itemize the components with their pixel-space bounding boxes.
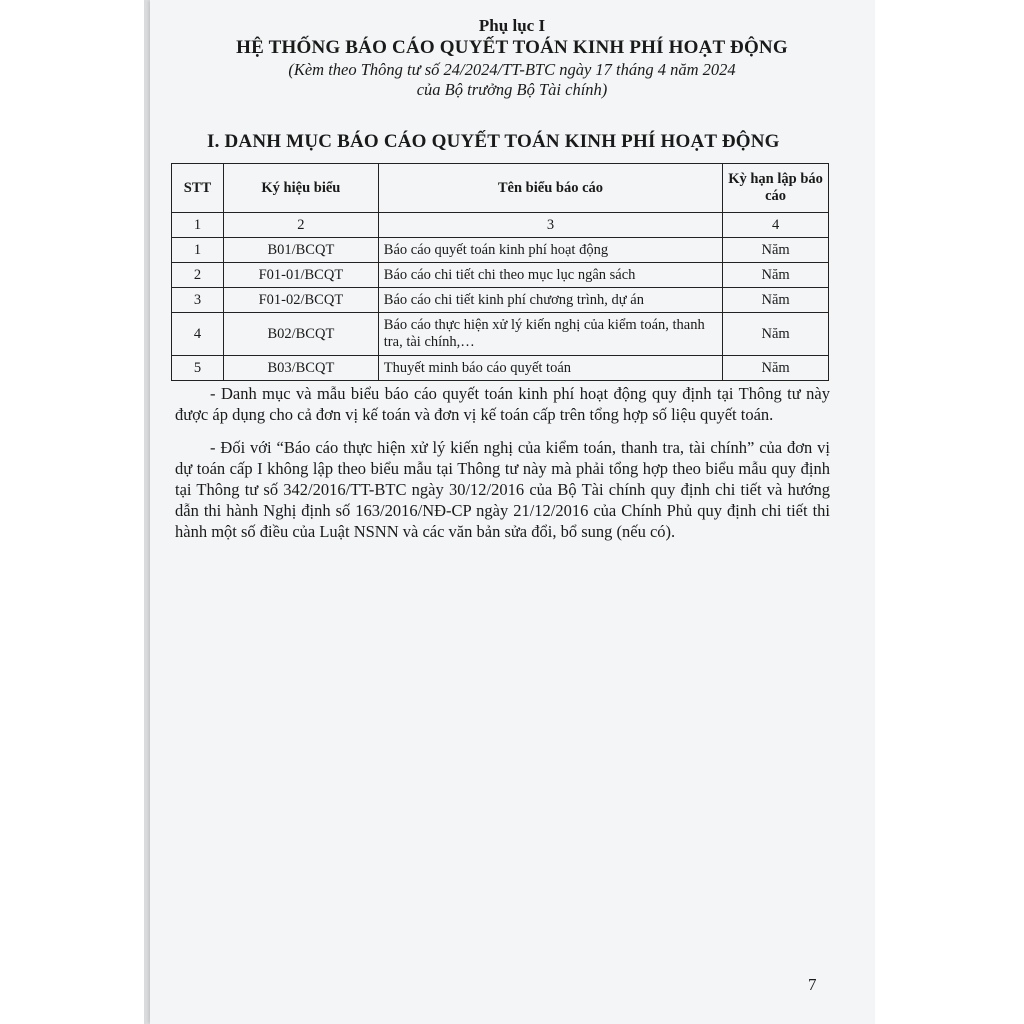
- column-header-name: Tên biểu báo cáo: [378, 164, 722, 213]
- name-cell: Báo cáo chi tiết chi theo mục lục ngân sách: [378, 263, 722, 288]
- code-cell: B01/BCQT: [223, 238, 378, 263]
- appendix-label: Phụ lục I: [478, 16, 546, 35]
- stt-cell: 5: [172, 356, 224, 381]
- index-cell: 3: [378, 213, 722, 238]
- period-cell: Năm: [723, 313, 829, 356]
- period-cell: Năm: [723, 263, 829, 288]
- table-row: [172, 288, 829, 313]
- index-cell: 4: [723, 213, 829, 238]
- report-list-table: [171, 163, 829, 381]
- table-row: [172, 263, 829, 288]
- column-header-stt: STT: [172, 164, 224, 213]
- name-cell: Báo cáo chi tiết kinh phí chương trình, dự án: [378, 288, 722, 313]
- stt-cell: 4: [172, 313, 224, 356]
- period-cell: Năm: [723, 356, 829, 381]
- period-cell: Năm: [723, 288, 829, 313]
- column-header-code: Ký hiệu biểu: [223, 164, 378, 213]
- paragraph-exception-note: - Đối với “Báo cáo thực hiện xử lý kiến nghị của kiểm toán, thanh tra, tài chính” của đơn vị dự toán cấp I không lập theo biểu mẫu tại Thông tư này mà phải tổng hợp theo biểu mẫu quy định tại Thông tư số 342/2016/TT-BTC ngày 30/12/2016 của Bộ Tài chính quy định chi tiết và hướng dẫn thi hành Nghị định số 163/2016/NĐ-CP ngày 21/12/2016 của Chính Phủ quy định chi tiết thi hành một số điều của Luật NSNN và các văn bản sửa đổi, bổ sung (nếu có).: [175, 438, 830, 541]
- name-cell: Báo cáo thực hiện xử lý kiến nghị của kiểm toán, thanh tra, tài chính,…: [378, 313, 722, 356]
- index-cell: 1: [172, 213, 224, 238]
- page-number: 7: [808, 975, 817, 994]
- column-index-row: [172, 213, 829, 238]
- paragraph-scope-note: - Danh mục và mẫu biểu báo cáo quyết toán kinh phí hoạt động quy định tại Thông tư này được áp dụng cho cả đơn vị kế toán và đơn vị kế toán cấp trên tổng hợp số liệu quyết toán.: [175, 384, 830, 424]
- name-cell: Báo cáo quyết toán kinh phí hoạt động: [378, 238, 722, 263]
- code-cell: F01-01/BCQT: [223, 263, 378, 288]
- period-cell: Năm: [723, 238, 829, 263]
- table-row: [172, 238, 829, 263]
- code-cell: B02/BCQT: [223, 313, 378, 356]
- stt-cell: 2: [172, 263, 224, 288]
- column-header-period: Kỳ hạn lập báo cáo: [723, 164, 829, 213]
- document-title: HỆ THỐNG BÁO CÁO QUYẾT TOÁN KINH PHÍ HOẠT ĐỘNG: [236, 37, 788, 58]
- name-cell: Thuyết minh báo cáo quyết toán: [378, 356, 722, 381]
- section-heading: I. DANH MỤC BÁO CÁO QUYẾT TOÁN KINH PHÍ HOẠT ĐỘNG: [207, 131, 780, 152]
- document-subtitle-line1: (Kèm theo Thông tư số 24/2024/TT-BTC ngày 17 tháng 4 năm 2024: [288, 60, 736, 79]
- index-cell: 2: [223, 213, 378, 238]
- stt-cell: 1: [172, 238, 224, 263]
- table-row: [172, 356, 829, 381]
- code-cell: B03/BCQT: [223, 356, 378, 381]
- table-row: [172, 313, 829, 356]
- document-subtitle-line2: của Bộ trưởng Bộ Tài chính): [416, 80, 608, 99]
- code-cell: F01-02/BCQT: [223, 288, 378, 313]
- stt-cell: 3: [172, 288, 224, 313]
